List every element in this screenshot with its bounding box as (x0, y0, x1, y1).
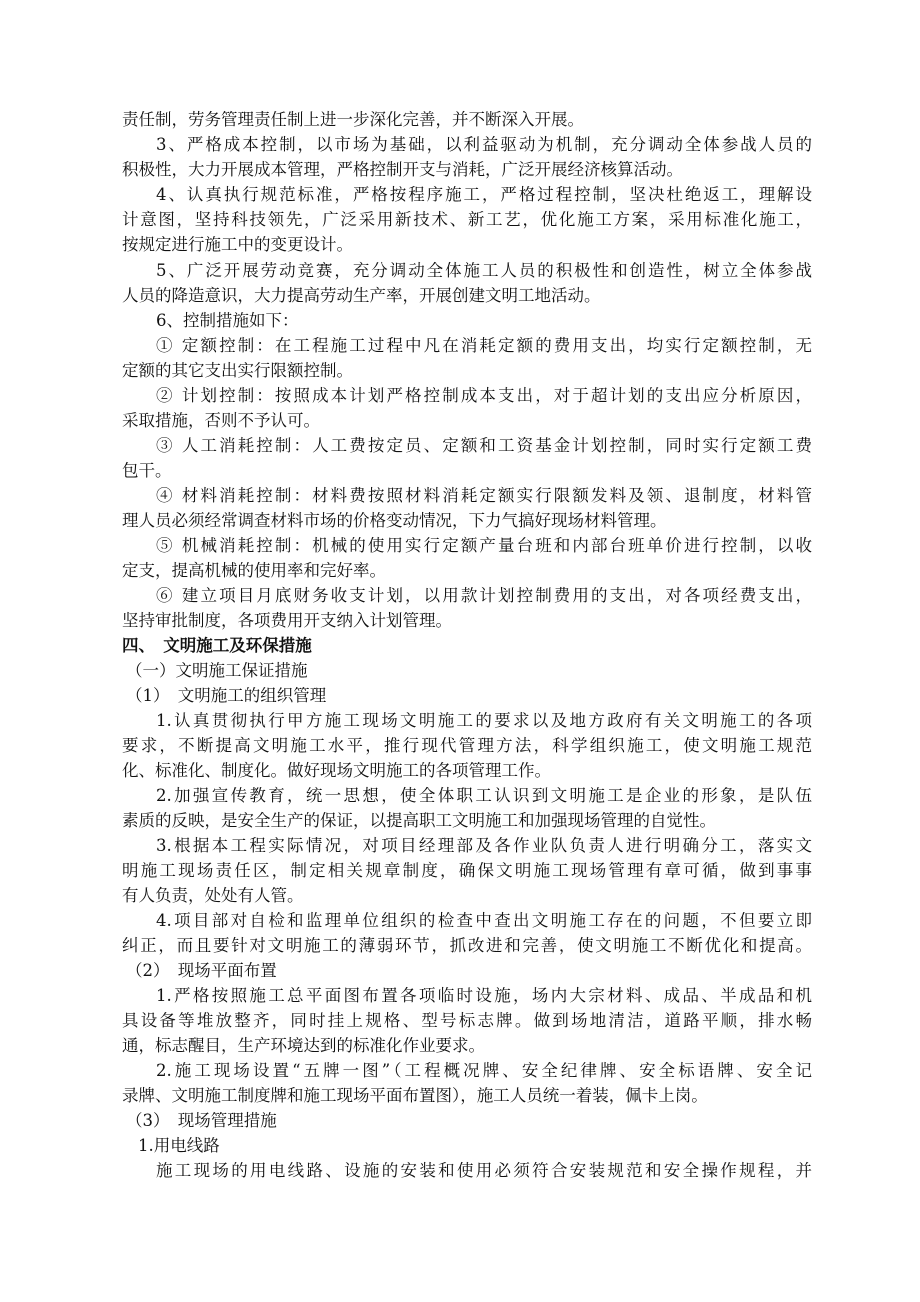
paragraph-line: 2.施工现场设置“五牌一图”（工程概况牌、安全纪律牌、安全标语牌、安全记 (156, 1061, 812, 1080)
paragraph-line: 化、标准化、制度化。做好现场文明施工的各项管理工作。 (122, 761, 551, 780)
paragraph-line: 采取措施，否则不予认可。 (122, 411, 320, 430)
paragraph-line: 3.根据本工程实际情况，对项目经理部及各作业队负责人进行明确分工，落实文 (156, 836, 812, 855)
paragraph-line: 包干。 (122, 461, 172, 480)
paragraph-line: 定支，提高机械的使用率和完好率。 (122, 561, 386, 580)
paragraph-line: ⑤ 机械消耗控制：机械的使用实行定额产量台班和内部台班单价进行控制，以收 (156, 536, 812, 555)
paragraph-line: 坚持审批制度，各项费用开支纳入计划管理。 (122, 611, 452, 630)
subsection-heading: （3） 现场管理措施 (126, 1111, 277, 1130)
paragraph-line: ③ 人工消耗控制：人工费按定员、定额和工资基金计划控制，同时实行定额工费 (156, 436, 812, 455)
paragraph-line: 理人员必须经常调查材料市场的价格变动情况，下力气搞好现场材料管理。 (122, 511, 667, 530)
paragraph-line: 按规定进行施工中的变更设计。 (122, 235, 353, 254)
paragraph-line: ⑥ 建立项目月底财务收支计划，以用款计划控制费用的支出，对各项经费支出， (156, 586, 812, 605)
paragraph-line: 计意图，坚持科技领先，广泛采用新技术、新工艺，优化施工方案，采用标准化施工， (122, 210, 812, 229)
paragraph-line: 具设备等堆放整齐，同时挂上规格、型号标志牌。做到场地清洁，道路平顺，排水畅 (122, 1011, 812, 1030)
paragraph-line: 人员的降造意识，大力提高劳动生产率，开展创建文明工地活动。 (122, 286, 601, 305)
section-heading: 四、 文明施工及环保措施 (122, 636, 312, 655)
paragraph-line: 定额的其它支出实行限额控制。 (122, 361, 353, 380)
subsection-heading: （1） 文明施工的组织管理 (126, 686, 327, 705)
paragraph-line: 要求，不断提高文明施工水平，推行现代管理方法，科学组织施工，使文明施工规范 (122, 736, 812, 755)
paragraph-line: 纠正，而且要针对文明施工的薄弱环节，抓改进和完善，使文明施工不断优化和提高。 (122, 936, 812, 955)
paragraph-line: 1.严格按照施工总平面图布置各项临时设施，场内大宗材料、成品、半成品和机 (156, 986, 812, 1005)
paragraph-line: 有人负责，处处有人管。 (122, 886, 304, 905)
paragraph-line: ① 定额控制：在工程施工过程中凡在消耗定额的费用支出，均实行定额控制，无 (156, 336, 812, 355)
paragraph-line: 4.项目部对自检和监理单位组织的检查中查出文明施工存在的问题，不但要立即 (156, 911, 812, 930)
paragraph-line: 施工现场的用电线路、设施的安装和使用必须符合安装规范和安全操作规程，并 (156, 1161, 812, 1180)
paragraph-line: 2.加强宣传教育，统一思想，使全体职工认识到文明施工是企业的形象，是队伍 (156, 786, 812, 805)
subsection-heading: 1.用电线路 (138, 1136, 220, 1155)
paragraph-line: 责任制，劳务管理责任制上进一步深化完善，并不断深入开展。 (122, 110, 584, 129)
paragraph-line: 录牌、文明施工制度牌和施工现场平面布置图），施工人员统一着装，佩卡上岗。 (122, 1086, 708, 1105)
paragraph-line: ④ 材料消耗控制：材料费按照材料消耗定额实行限额发料及领、退制度，材料管 (156, 486, 812, 505)
paragraph-line: 明施工现场责任区，制定相关规章制度，确保文明施工现场管理有章可循，做到事事 (122, 861, 812, 880)
paragraph-line: 1.认真贯彻执行甲方施工现场文明施工的要求以及地方政府有关文明施工的各项 (156, 711, 812, 730)
paragraph-line: 积极性，大力开展成本管理，严格控制开支与消耗，广泛开展经济核算活动。 (122, 160, 683, 179)
paragraph-line: 5、广泛开展劳动竞赛，充分调动全体施工人员的积极性和创造性，树立全体参战 (156, 261, 812, 280)
paragraph-line: 通，标志醒目，生产环境达到的标准化作业要求。 (122, 1036, 485, 1055)
paragraph-line: 6、控制措施如下： (156, 311, 299, 330)
paragraph-line: ② 计划控制：按照成本计划严格控制成本支出，对于超计划的支出应分析原因， (156, 386, 812, 405)
paragraph-line: 3、严格成本控制，以市场为基础，以利益驱动为机制，充分调动全体参战人员的 (156, 135, 812, 154)
paragraph-line: 4、认真执行规范标准，严格按程序施工，严格过程控制，坚决杜绝返工，理解设 (156, 185, 812, 204)
subsection-heading: （一）文明施工保证措施 (126, 661, 308, 680)
subsection-heading: （2） 现场平面布置 (126, 961, 277, 980)
paragraph-line: 素质的反映，是安全生产的保证，以提高职工文明施工和加强现场管理的自觉性。 (122, 811, 716, 830)
